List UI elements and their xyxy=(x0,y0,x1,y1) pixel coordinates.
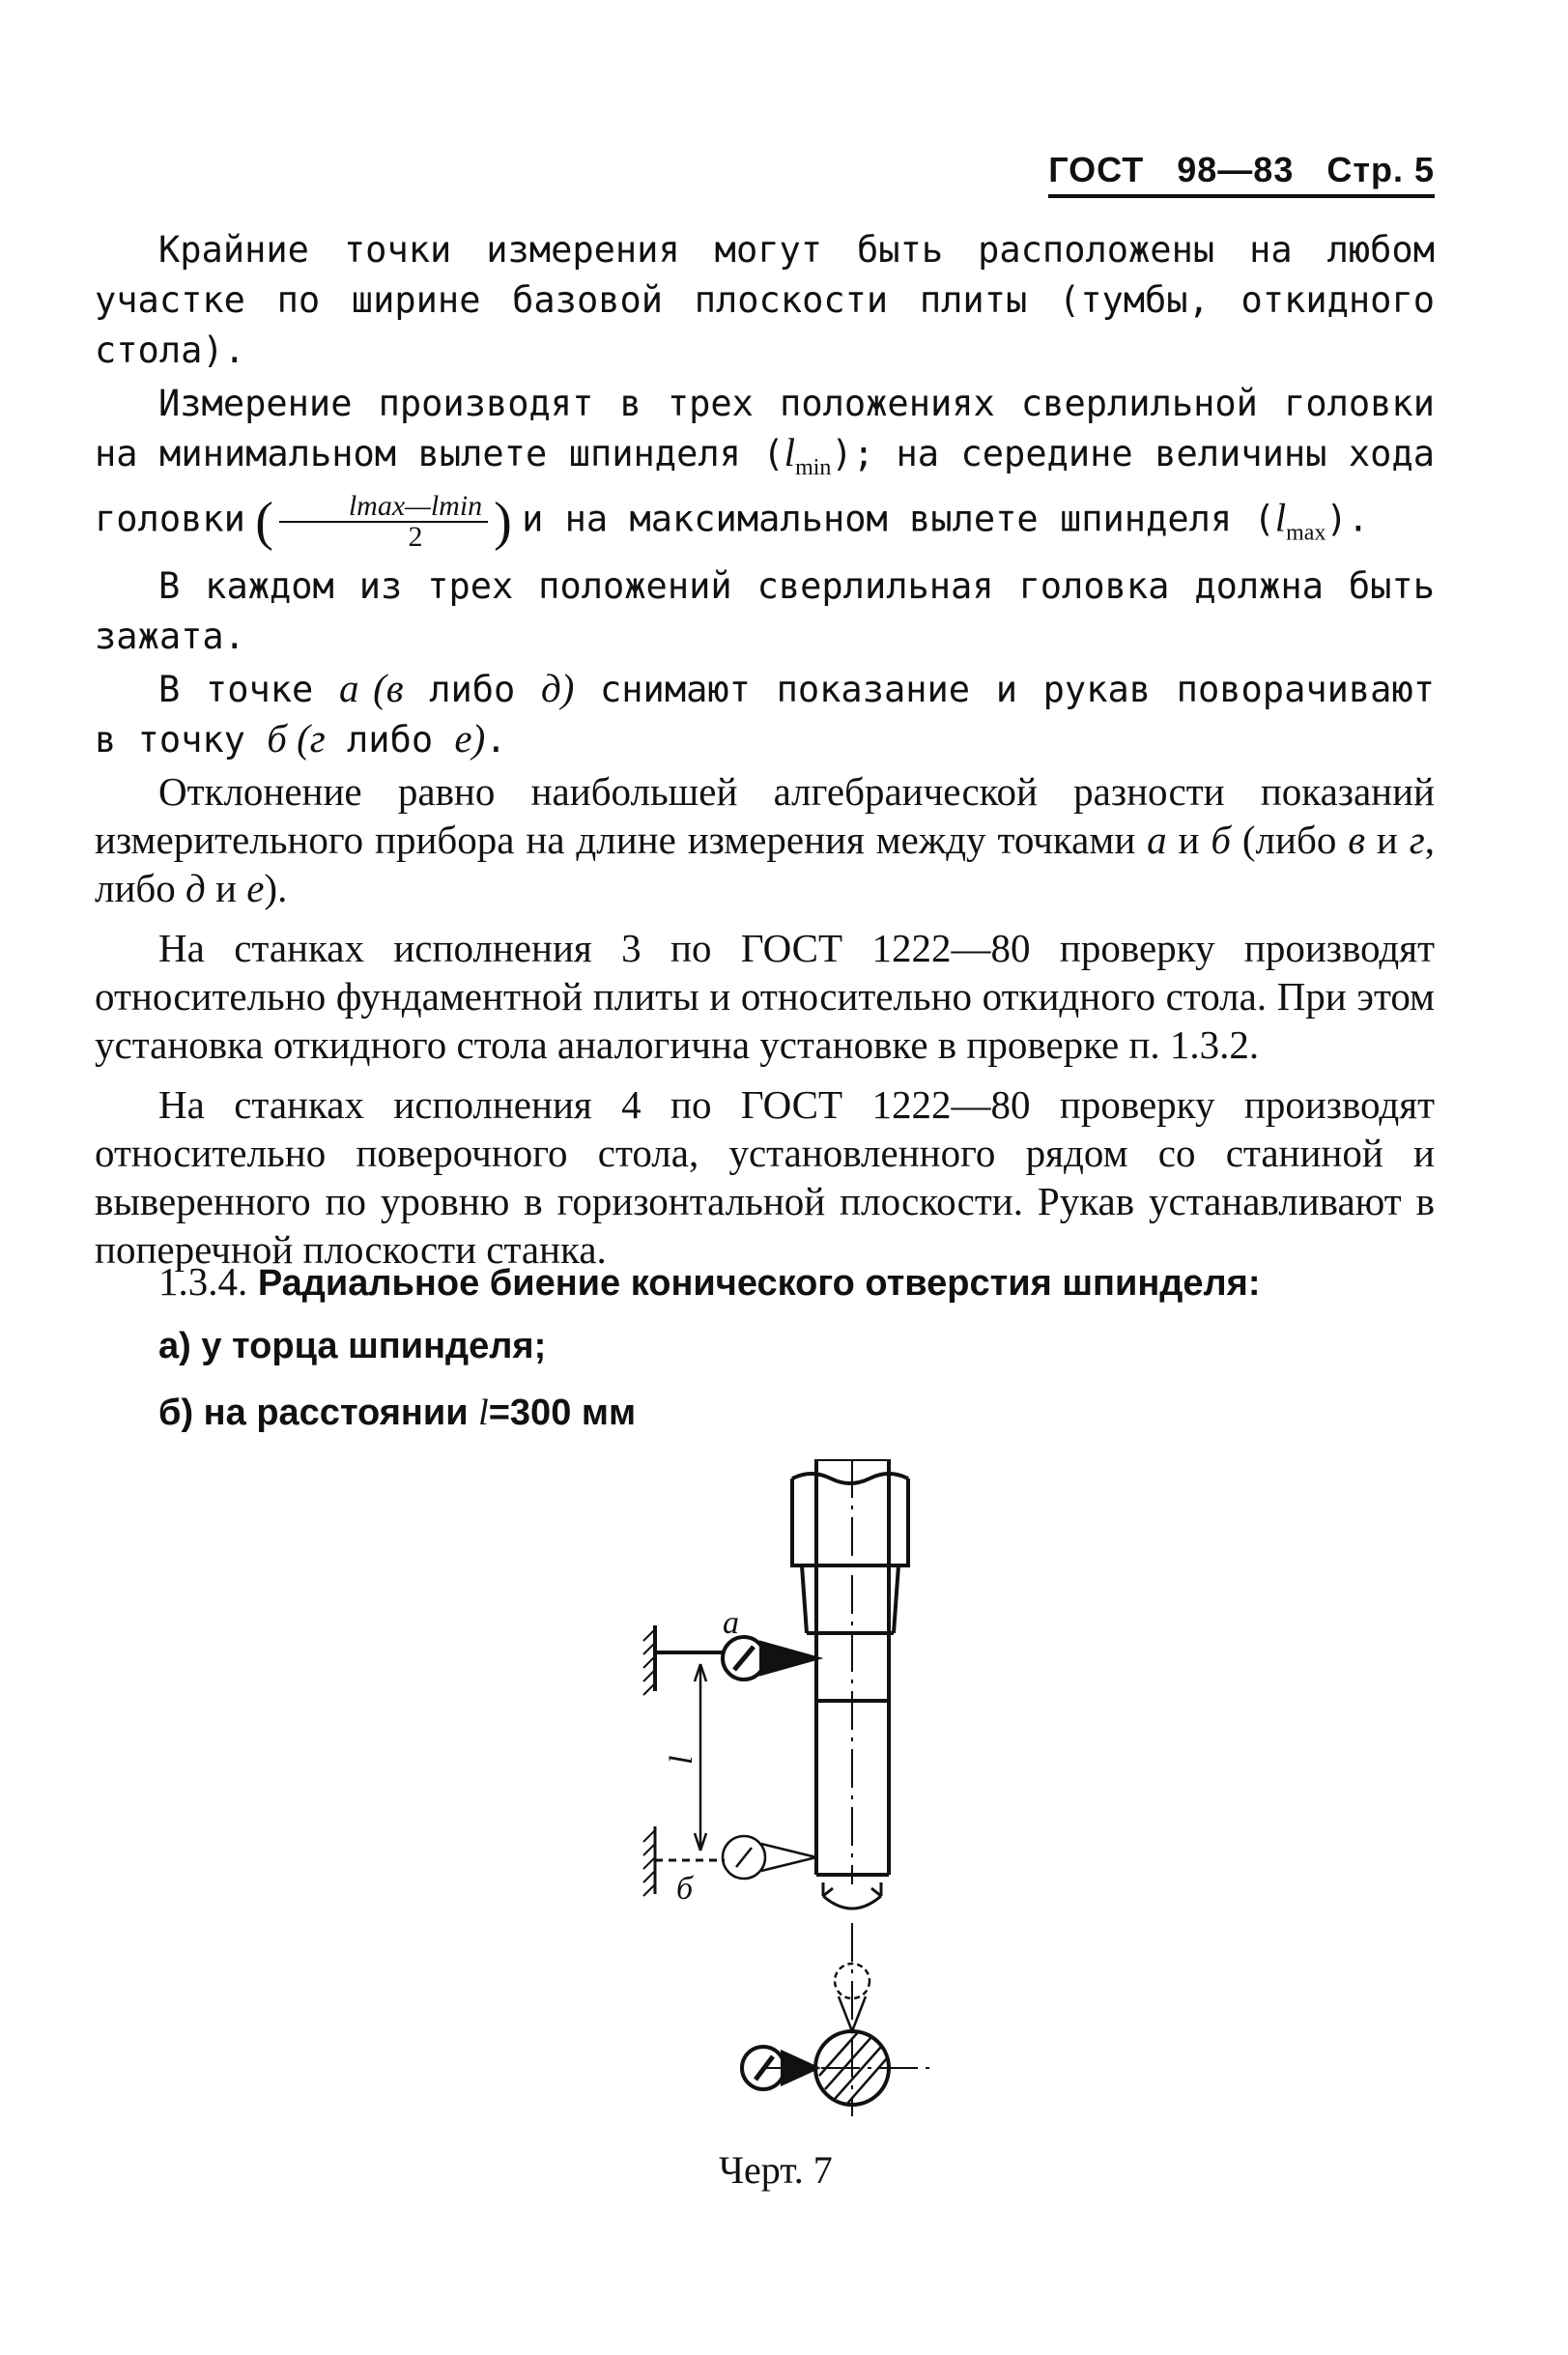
fraction-numerator: lmax—lmin xyxy=(279,492,488,523)
wall-hatch-bottom xyxy=(643,1830,655,1896)
section-item-b-var: l xyxy=(478,1393,489,1433)
fraction xyxy=(279,492,488,552)
paragraph-2-part-b: ); на середине величины хода головки xyxy=(95,433,1435,540)
paragraph-5-part-c: (либо xyxy=(1231,817,1349,862)
paragraph-4-point-e: е) xyxy=(454,715,486,761)
paren-close: ) xyxy=(494,492,512,553)
paragraph-2-part-d: ). xyxy=(1326,498,1370,540)
paragraph-5-point-b: б xyxy=(1211,817,1232,862)
section-item-b-prefix: б) на расстоянии xyxy=(158,1393,479,1433)
figure-label-b: б xyxy=(676,1871,694,1907)
indicator-a-tip xyxy=(761,1643,816,1674)
paragraph-5-part-b: и xyxy=(1166,817,1212,862)
paragraph-7 xyxy=(95,1080,1435,1274)
section-item-a xyxy=(158,1326,546,1367)
paragraph-5-point-g: г xyxy=(1409,817,1425,862)
paragraph-4-part-c: снимают показание и рукав поворачивают в точку xyxy=(95,668,1435,761)
paragraph-2 xyxy=(95,378,1435,558)
lmax-subscript: max xyxy=(1286,520,1326,546)
paragraph-6-text: На станках исполнения 3 по ГОСТ 1222—80 проверку производят относительно фундаментной плиты и относительно откидного стола. При этом установка откидного стола аналогична установке в проверке п. 1.3.2. xyxy=(95,925,1435,1067)
paragraph-5-part-a: Отклонение равно наибольшей алгебраической разности показаний измерительного прибора на длине измерения между точками xyxy=(95,768,1435,862)
section-heading xyxy=(158,1258,1261,1305)
rotation-arrow xyxy=(823,1896,881,1909)
paragraph-5-point-a: а xyxy=(1147,817,1167,862)
paragraph-5-part-d: и xyxy=(1365,817,1410,862)
header-page: Стр. 5 xyxy=(1326,150,1435,189)
paragraph-1-text: Крайние точки измерения могут быть расположены на любом участке по ширине базовой плоскости плиты (тумбы, откидного стола). xyxy=(95,229,1435,371)
paragraph-5-point-v: в xyxy=(1348,817,1366,862)
lmin-subscript: min xyxy=(795,455,832,481)
section-number: 1.3.4. xyxy=(158,1259,248,1304)
indicator-b-tip xyxy=(761,1844,816,1871)
running-header xyxy=(1048,150,1435,198)
paragraph-6 xyxy=(95,924,1435,1069)
figure-label-a: а xyxy=(723,1605,739,1641)
paragraph-1 xyxy=(95,224,1435,375)
section-title: Радиальное биение конического отверстия шпинделя: xyxy=(257,1263,1261,1304)
indicator-side-tip xyxy=(783,2053,816,2083)
paragraph-5-part-e: , либо xyxy=(95,817,1436,910)
paragraph-7-text: На станках исполнения 4 по ГОСТ 1222—80 проверку производят относительно поверочного стола, установленного рядом со станиной и выверенного по уровню в горизонтальной плоскости. Рукав устанавливают в поперечной плоскости станка. xyxy=(95,1081,1435,1272)
figure-label-l: l xyxy=(664,1755,699,1765)
paragraph-5-part-f: и xyxy=(205,865,247,910)
paragraph-4-point-b: б (г xyxy=(267,715,326,761)
body-text xyxy=(95,224,1435,1274)
header-standard: ГОСТ xyxy=(1048,150,1145,189)
lmax-symbol: l xyxy=(1274,495,1287,540)
section-item-b xyxy=(158,1392,636,1434)
paragraph-5 xyxy=(95,767,1435,912)
paragraph-5-point-d: д xyxy=(185,865,206,910)
paragraph-3-text: В каждом из трех положений сверлильная головка должна быть зажата. xyxy=(95,564,1435,657)
section-item-a-text: а) у торца шпинделя; xyxy=(158,1326,547,1366)
paragraph-5-part-g: ). xyxy=(264,865,288,910)
figure-caption: Черт. 7 xyxy=(719,2148,833,2192)
lmin-symbol: l xyxy=(784,430,796,474)
fraction-denominator: 2 xyxy=(408,521,423,554)
paragraph-2-part-c: и на максимальном вылете шпинделя ( xyxy=(522,498,1275,540)
paragraph-4-part-d: либо xyxy=(325,718,455,761)
section-item-b-suffix: =300 мм xyxy=(488,1393,637,1433)
paren-open: ( xyxy=(255,492,273,553)
paragraph-3 xyxy=(95,560,1435,661)
paragraph-4-point-d: д) xyxy=(540,665,575,710)
paragraph-4-part-a: В точке xyxy=(158,668,339,710)
header-number: 98—83 xyxy=(1177,150,1295,189)
paragraph-4-part-e: . xyxy=(485,718,507,761)
paragraph-2-part-a: Измерение производят в трех положениях сверлильной головки на минимальном вылете шпинделя ( xyxy=(95,383,1435,474)
paragraph-4-point-a: а (в xyxy=(338,665,404,710)
paragraph-4 xyxy=(95,664,1435,764)
paragraph-5-point-e: е xyxy=(246,865,265,910)
paragraph-4-part-b: либо xyxy=(403,668,541,710)
figure-drawing xyxy=(618,1459,947,2116)
